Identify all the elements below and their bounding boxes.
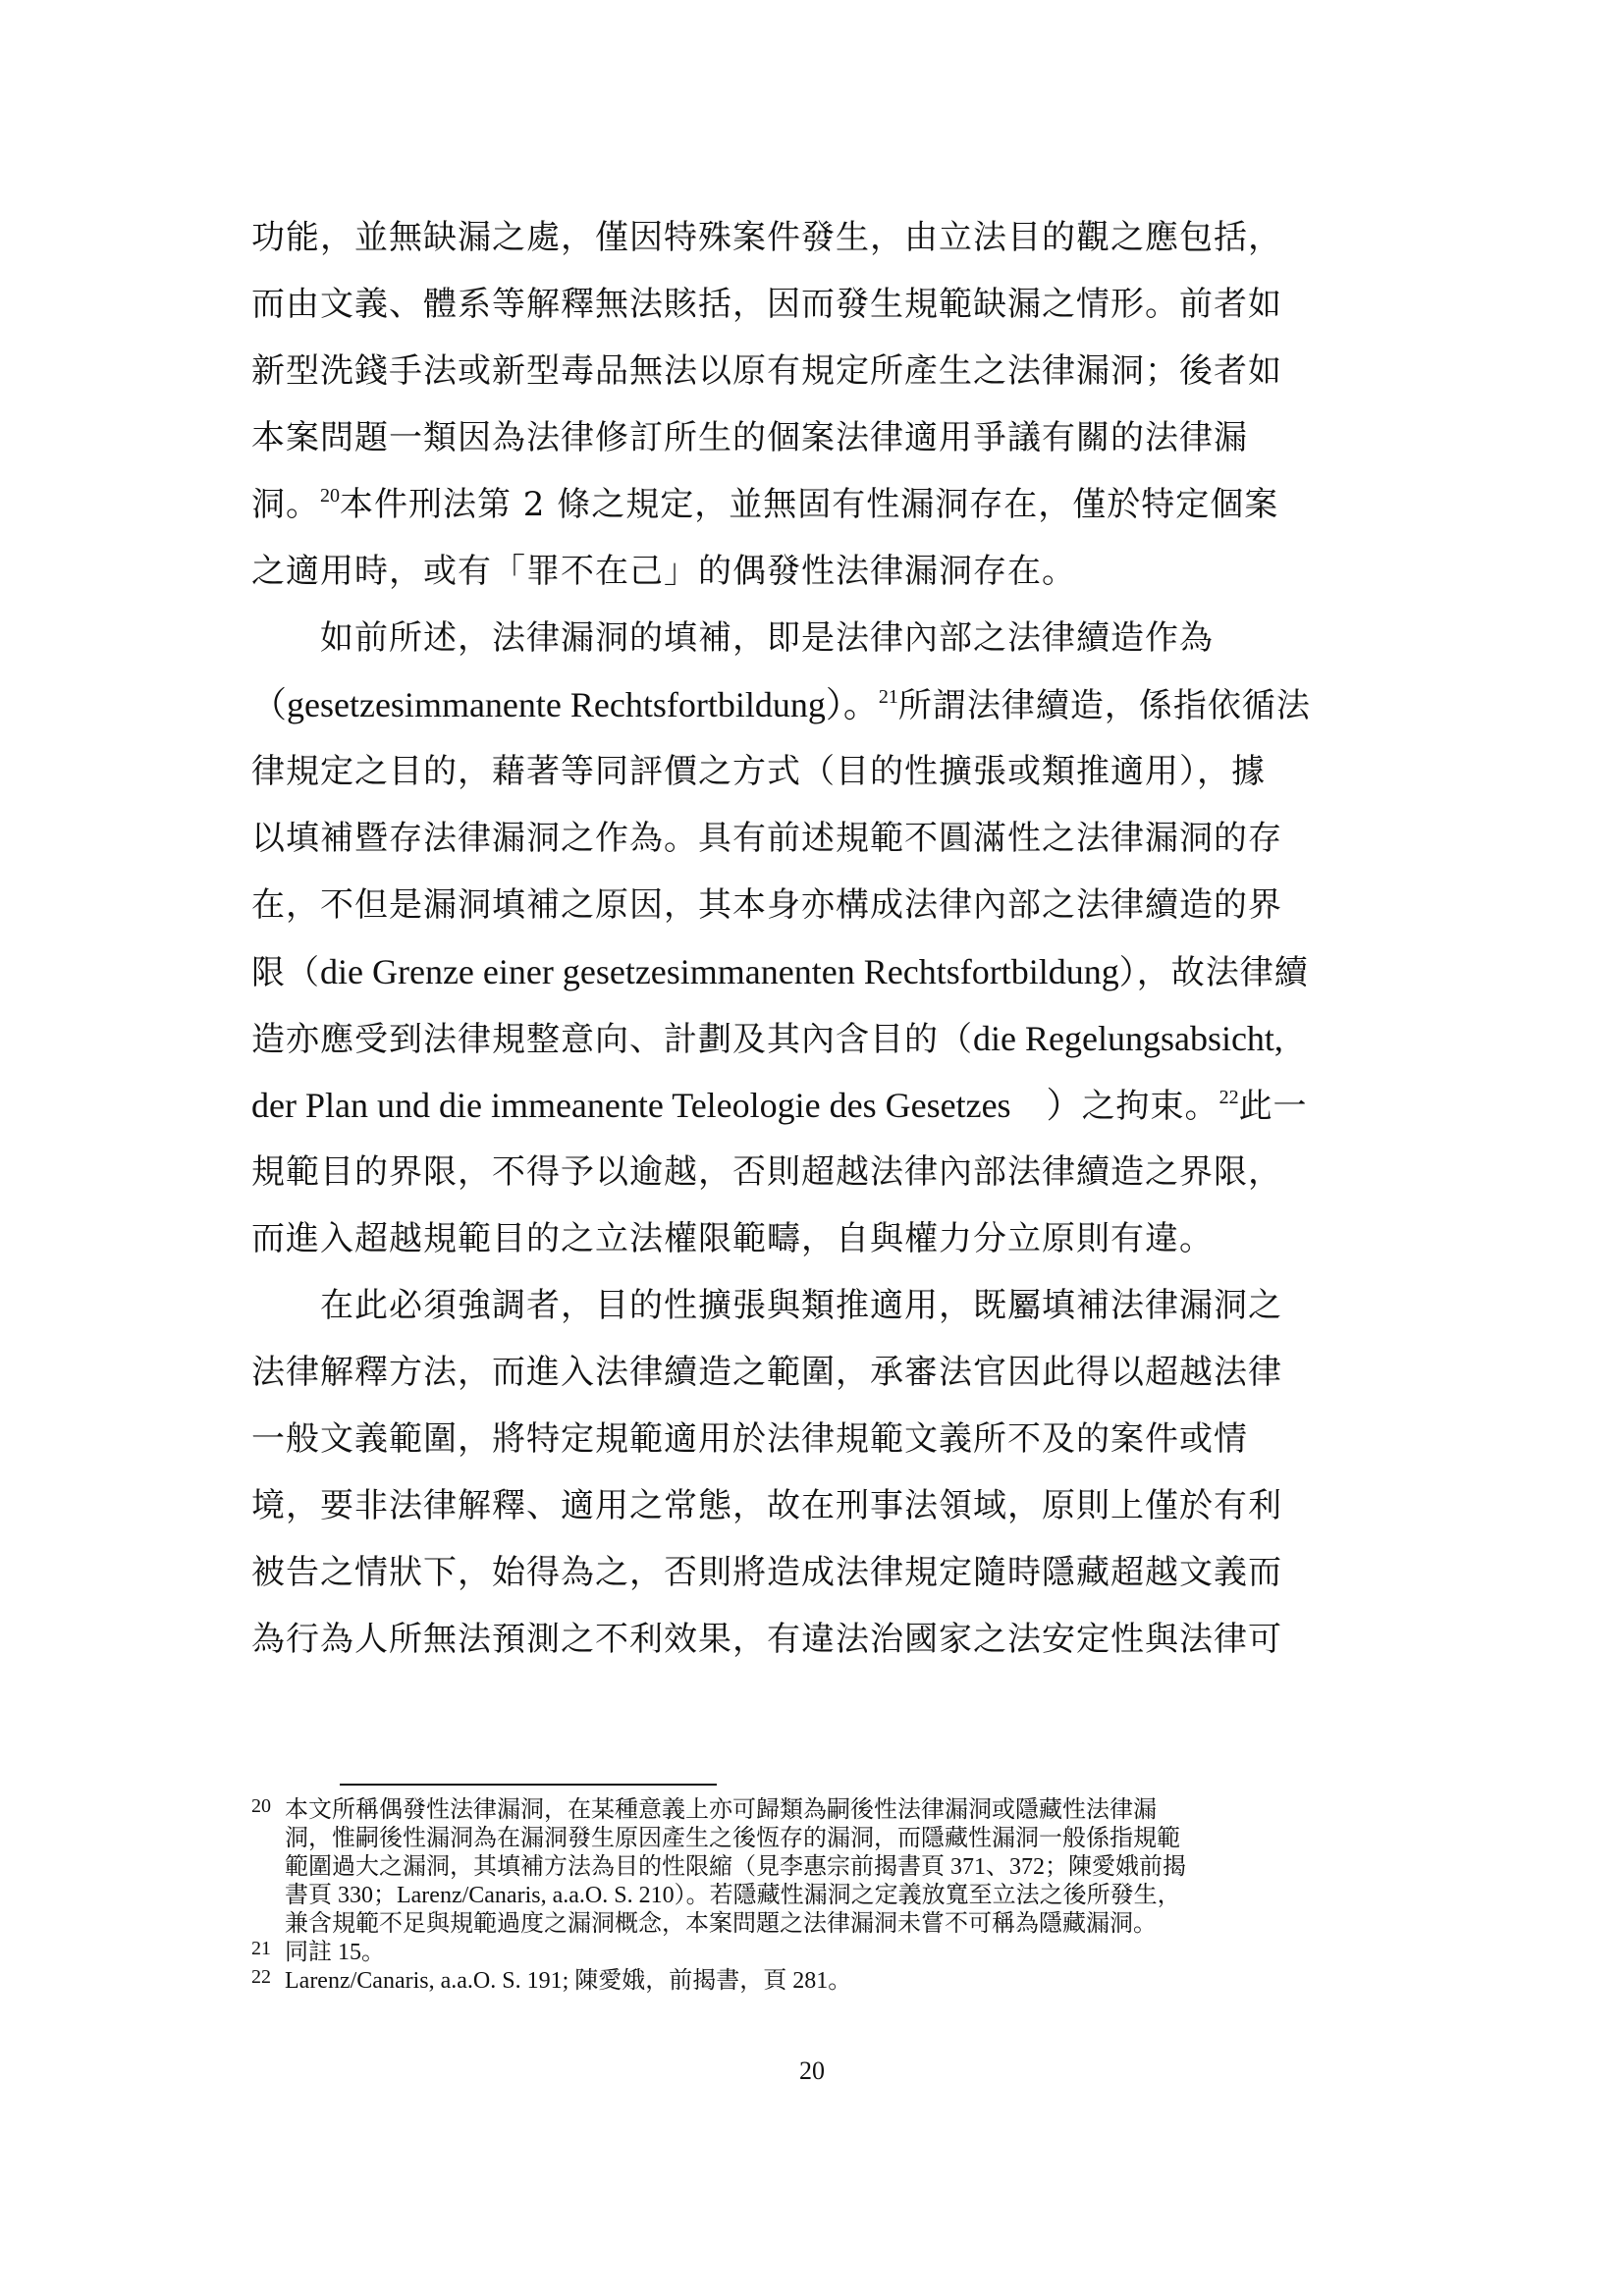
text-line [251,538,1390,605]
text-line [251,338,1390,404]
text-line [251,1205,1390,1272]
footnote-number: 22 [251,1966,271,1988]
text-run: 規範目的界限，不得予以逾越，否則超越法律內部法律續造之界限， [251,1152,1282,1192]
text-line [251,738,1390,805]
footnote-line: Larenz/Canaris, a.a.O. S. 191; 陳愛娥，前揭書，頁 281。 [285,1968,852,1994]
footnote-line: 兼含規範不足與規範過度之漏洞概念，本案問題之法律漏洞未嘗不可稱為隱藏漏洞。 [285,1911,1157,1937]
text-line [251,1339,1390,1406]
text-run: 之拘束。 [1081,1087,1219,1126]
text-line [251,404,1390,471]
text-run: 一般文義範圍，將特定規範適用於法律規範文義所不及的案件或情 [251,1419,1248,1459]
footnote-number: 21 [251,1938,271,1959]
text-line [251,1072,1390,1139]
text-run: 洞。 [251,485,320,524]
footnote-line: 同註 15。 [285,1940,385,1965]
text-run: ），故法律續 [1118,953,1309,992]
text-run: 在此必須強調者，目的性擴張與類推適用，既屬填補法律漏洞之 [251,1286,1282,1325]
footnote-line: 本文所稱偶發性法律漏洞，在某種意義上亦可歸類為嗣後性法律漏洞或隱藏性法律漏 [285,1797,1157,1823]
text-run: 在，不但是漏洞填補之原因，其本身亦構成法律內部之法律續造的界 [251,885,1282,925]
text-run: 律規定之目的，藉著等同評價之方式（目的性擴張或類推適用），據 [251,752,1266,791]
text-line [251,872,1390,938]
text-line [251,1139,1390,1205]
text-run: 法律解釋方法，而進入法律續造之範圍，承審法官因此得以超越法律 [251,1353,1282,1392]
paragraph [251,605,1390,1272]
footnote-reference[interactable]: 22 [1218,1087,1239,1108]
text-run: 之適用時，或有「罪不在己」的偶發性法律漏洞存在。 [251,552,1076,591]
footnote-line: 書頁 330；Larenz/Canaris, a.a.O. S. 210）。若隱藏性漏洞之定義放寬至立法之後所發生， [285,1883,1181,1908]
main-body-text [251,204,1390,1673]
text-run: 限（ [251,953,320,992]
footnote [251,1939,1390,1967]
text-line [251,938,1390,1005]
footnote [251,1967,1390,1996]
text-run: 而由文義、體系等解釋無法賅括，因而發生規範缺漏之情形。前者如 [251,285,1282,324]
text-run: 以填補暨存法律漏洞之作為。具有前述規範不圓滿性之法律漏洞的存 [251,819,1282,858]
text-run: 所謂法律續造，係指依循法 [897,686,1311,725]
text-line [251,1406,1390,1472]
text-run: 新型洗錢手法或新型毒品無法以原有規定所產生之法律漏洞；後者如 [251,351,1282,391]
footnote-text [285,1939,1390,1967]
paragraph [251,1272,1390,1673]
footnote-text [285,1967,1390,1996]
text-line [251,1005,1390,1072]
footnote-text [285,1796,1390,1939]
text-line [251,1539,1390,1606]
text-run: 功能，並無缺漏之處，僅因特殊案件發生，由立法目的觀之應包括， [251,218,1282,257]
text-run: 此一 [1238,1087,1308,1126]
text-run: 如前所述，法律漏洞的填補，即是法律內部之法律續造作為 [251,618,1214,658]
footnote [251,1796,1390,1939]
footnote-reference[interactable]: 20 [320,485,340,507]
text-line [251,1606,1390,1673]
text-run: 本件刑法第 2 條之規定，並無固有性漏洞存在，僅於特定個案 [340,485,1279,524]
text-line [251,471,1390,538]
text-line [251,605,1390,671]
footnote-separator [340,1784,717,1786]
text-line [251,271,1390,338]
footnote-reference[interactable]: 21 [878,686,898,708]
latin-text-run: die Grenze einer gesetzesimmanenten Rechtsfortbildung [320,952,1119,991]
text-run: 造亦應受到法律規整意向、計劃及其內含目的（ [251,1020,973,1059]
text-run: 而進入超越規範目的之立法權限範疇，自與權力分立原則有違。 [251,1219,1214,1258]
footnote-number: 20 [251,1795,271,1817]
paragraph [251,204,1390,605]
latin-text-run: der Plan und die immeanente Teleologie des Gesetzes ） [251,1086,1082,1125]
text-run: 為行為人所無法預測之不利效果，有違法治國家之法安定性與法律可 [251,1620,1282,1659]
latin-text-run: die Regelungsabsicht, [973,1019,1283,1058]
footnote-line: 範圍過大之漏洞，其填補方法為目的性限縮（見李惠宗前揭書頁 371、372；陳愛娥前揭 [285,1854,1186,1880]
text-line [251,671,1390,738]
text-run: 被告之情狀下，始得為之，否則將造成法律規定隨時隱藏超越文義而 [251,1553,1282,1592]
text-line [251,204,1390,271]
text-run: 本案問題一類因為法律修訂所生的個案法律適用爭議有關的法律漏 [251,418,1248,457]
latin-text-run: （gesetzesimmanente Rechtsfortbildung）。 [251,685,879,724]
page-number: 20 [799,2056,825,2085]
footnote-line: 洞，惟嗣後性漏洞為在漏洞發生原因產生之後恆存的漏洞，而隱藏性漏洞一般係指規範 [285,1826,1180,1851]
footnotes-section [251,1796,1390,1996]
text-line [251,1472,1390,1539]
text-line [251,1272,1390,1339]
text-line [251,805,1390,872]
text-run: 境，要非法律解釋、適用之常態，故在刑事法領域，原則上僅於有利 [251,1486,1282,1525]
